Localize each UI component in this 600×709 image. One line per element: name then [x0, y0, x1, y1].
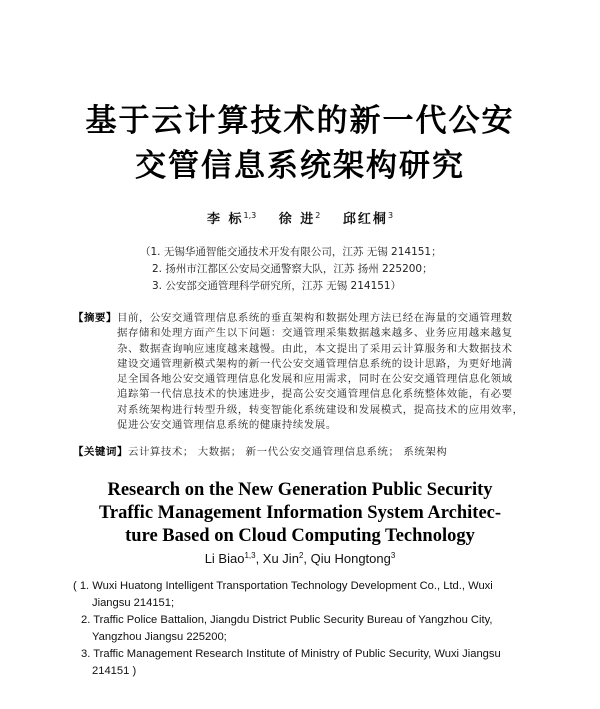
chinese-affiliation-2: 2. 扬州市江都区公安局交通警察大队，江苏 扬州 225200；: [152, 263, 433, 275]
chinese-affiliation-3: 3. 公安部交通管理科学研究所，江苏 无锡 214151）: [152, 280, 402, 292]
keywords-tag: 【关键词】: [73, 446, 128, 458]
english-affiliation-2: [81, 612, 541, 646]
abstract-line-2: 据存储和处理方面产生以下问题：交通管理采集数据越来越多、业务应用越来越复: [117, 327, 513, 340]
english-affiliation-1: [73, 578, 533, 612]
english-affiliation-3-line-2: 214151 ): [92, 664, 137, 677]
abstract-tag: 【摘要】: [73, 312, 117, 324]
chinese-title-line-2: 交管信息系统架构研究: [135, 148, 465, 184]
chinese-authors: [0, 208, 600, 227]
abstract-line-7: 对系统架构进行转型升级，转变智能化系统建设和发展模式，提高技术的应用效率，: [117, 403, 524, 416]
abstract-line-1: 目前，公安交通管理信息系统的垂直架构和数据处理方法已经在海量的交通管理数: [116, 312, 513, 324]
chinese-title-line-1: 基于云计算技术的新一代公安: [85, 103, 515, 139]
english-title-line-3: ture Based on Cloud Computing Technology: [125, 526, 475, 546]
chinese-keywords: [73, 445, 533, 460]
abstract-line-4: 建设交通管理新模式架构的新一代公安交通管理信息系统的设计思路，为更好地满: [117, 357, 513, 370]
chinese-author-3: 邱红桐$^3$: [342, 211, 394, 227]
english-affiliation-3: [81, 646, 541, 680]
english-affiliation-2-line-1: 2. Traffic Police Battalion, Jiangdu District Public Security Bureau of Yangzhou City,: [81, 614, 493, 626]
abstract-line-3: 杂、数据查询响应速度越来越慢。由此，本文提出了采用云计算服务和大数据技术: [117, 342, 513, 355]
chinese-author-2: 徐 进$^2$: [278, 211, 321, 227]
keywords-list: 云计算技术； 大数据； 新一代公安交通管理信息系统； 系统架构: [127, 446, 448, 458]
english-authors: Li Biao$^{1,3}$, Xu Jin$^2$, Qiu Hongtong$^3$: [204, 551, 396, 566]
chinese-affiliation-1: （1. 无锡华通智能交通技术开发有限公司，江苏 无锡 214151；: [140, 246, 442, 258]
abstract-line-6: 追踪第一代信息技术的快速进步，提高公安交通管理信息化系统整体效能，有必要: [117, 388, 513, 401]
english-affiliation-1-line-2: Jiangsu 214151;: [92, 596, 175, 609]
english-affiliation-2-line-2: Yangzhou Jiangsu 225200;: [92, 630, 227, 643]
abstract-block: [73, 311, 528, 433]
chinese-author-1: 李 标$^{1,3}$: [206, 211, 257, 227]
english-title-line-2: Traffic Management Information System Architec-: [98, 503, 502, 523]
english-author-3: Qiu Hongtong$^3$: [310, 551, 396, 566]
english-title-line-1: Research on the New Generation Public Security: [107, 480, 493, 500]
english-affiliation-1-line-1: ( 1. Wuxi Huatong Intelligent Transportation Technology Development Co., Ltd., Wuxi: [73, 580, 493, 592]
english-author-2: Xu Jin$^2$: [262, 551, 304, 566]
english-affiliation-3-line-1: 3. Traffic Management Research Institute of Ministry of Public Security, Wuxi Jiangsu: [81, 648, 501, 660]
abstract-line-8: 促进公安交通管理信息系统的健康持续发展。: [117, 419, 337, 432]
abstract-line-5: 足全国各地公安交通管理信息化发展和应用需求，同时在公安交通管理信息化领域: [117, 373, 513, 386]
chinese-abstract: [73, 311, 528, 433]
english-author-1: Li Biao$^{1,3}$: [204, 551, 256, 566]
